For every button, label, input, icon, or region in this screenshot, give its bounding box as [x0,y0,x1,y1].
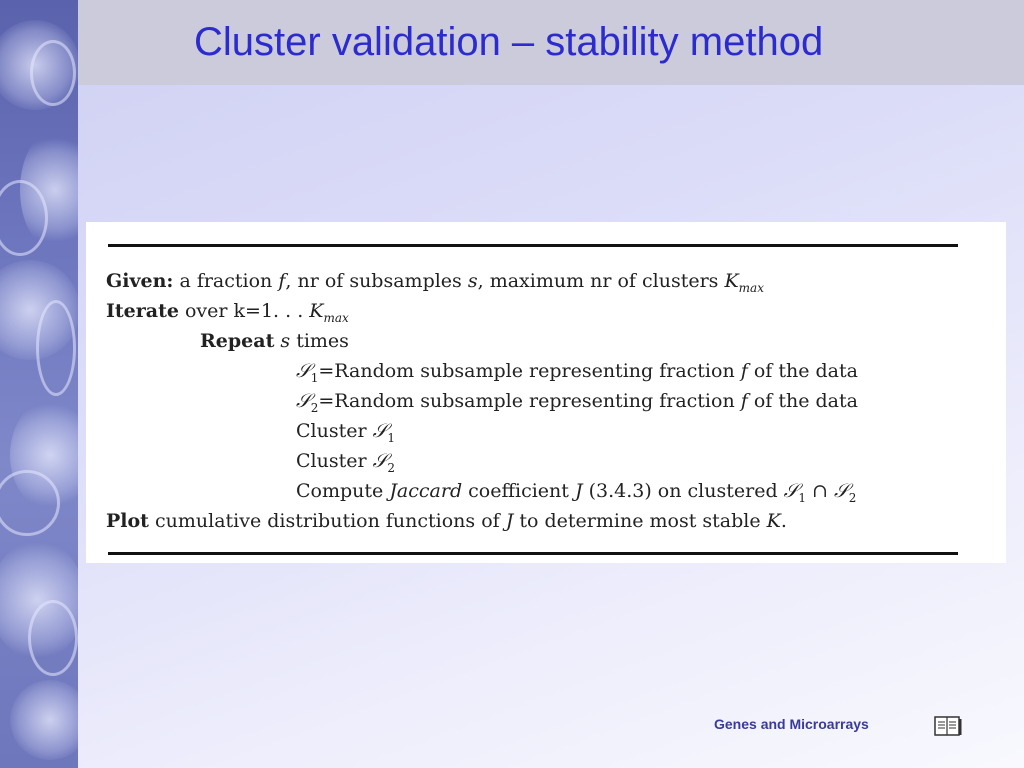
compute-line [296,478,856,504]
sub-max: max [323,310,349,325]
set-subscript: 1 [310,370,319,385]
var-j: J [574,480,583,502]
var-s: s [467,270,478,292]
top-rule [108,244,958,247]
given-text-2: , nr of subsamples [285,270,468,292]
s1-line [296,358,858,384]
plot-text-2: to determine most stable [513,510,767,532]
given-text-3: , maximum nr of clusters [477,270,725,292]
var-f: f [278,270,286,292]
iterate-text: over k=1. . . [178,300,310,322]
repeat-line [200,328,349,354]
var-k: K [309,300,324,322]
s2-text-1: =Random subsample representing fraction [318,390,741,412]
given-keyword: Given: [106,270,174,292]
compute-text-3: (3.4.3) on clustered [582,480,784,502]
compute-text-1: Compute [296,480,390,502]
iterate-keyword: Iterate [106,300,179,322]
book-icon [934,714,962,738]
plot-line [106,508,787,534]
var-j: J [505,510,514,532]
iterate-line [106,298,349,324]
given-line [106,268,764,294]
set-symbol: 𝒮 [834,480,849,502]
set-symbol: 𝒮 [372,420,388,442]
set-subscript: 2 [387,460,395,475]
set-symbol: 𝒮 [296,390,311,412]
bottom-rule [108,552,958,555]
set-subscript: 1 [798,490,806,505]
var-k: K [766,510,781,532]
var-f: f [740,390,748,412]
var-s: s [280,330,291,352]
s2-text-2: of the data [747,390,858,412]
cluster-text: Cluster [296,420,373,442]
sub-max: max [738,280,764,295]
set-symbol: 𝒮 [783,480,799,502]
var-k: K [724,270,739,292]
var-f: f [740,360,748,382]
cluster-1-line [296,418,395,444]
footer-label: Genes and Microarrays [714,716,869,732]
jaccard-word: Jaccard [389,480,463,502]
compute-text-2: coefficient [462,480,575,502]
plot-text-3: . [780,510,787,532]
intersection-symbol: ∩ [806,480,834,502]
s2-line [296,388,858,414]
slide-title: Cluster validation – stability method [194,20,824,64]
s1-text-1: =Random subsample representing fraction [318,360,741,382]
decorative-sidebar [0,0,78,768]
plot-keyword: Plot [106,510,149,532]
repeat-text: times [290,330,349,352]
set-symbol: 𝒮 [372,450,388,472]
given-text-1: a fraction [173,270,279,292]
cluster-text: Cluster [296,450,373,472]
repeat-keyword: Repeat [200,330,275,352]
set-symbol: 𝒮 [296,360,311,382]
s1-text-2: of the data [747,360,858,382]
plot-text-1: cumulative distribution functions of [148,510,506,532]
algorithm-box [86,222,1006,563]
set-subscript: 2 [310,400,319,415]
set-subscript: 2 [848,490,857,505]
cluster-2-line [296,448,395,474]
set-subscript: 1 [387,430,395,445]
